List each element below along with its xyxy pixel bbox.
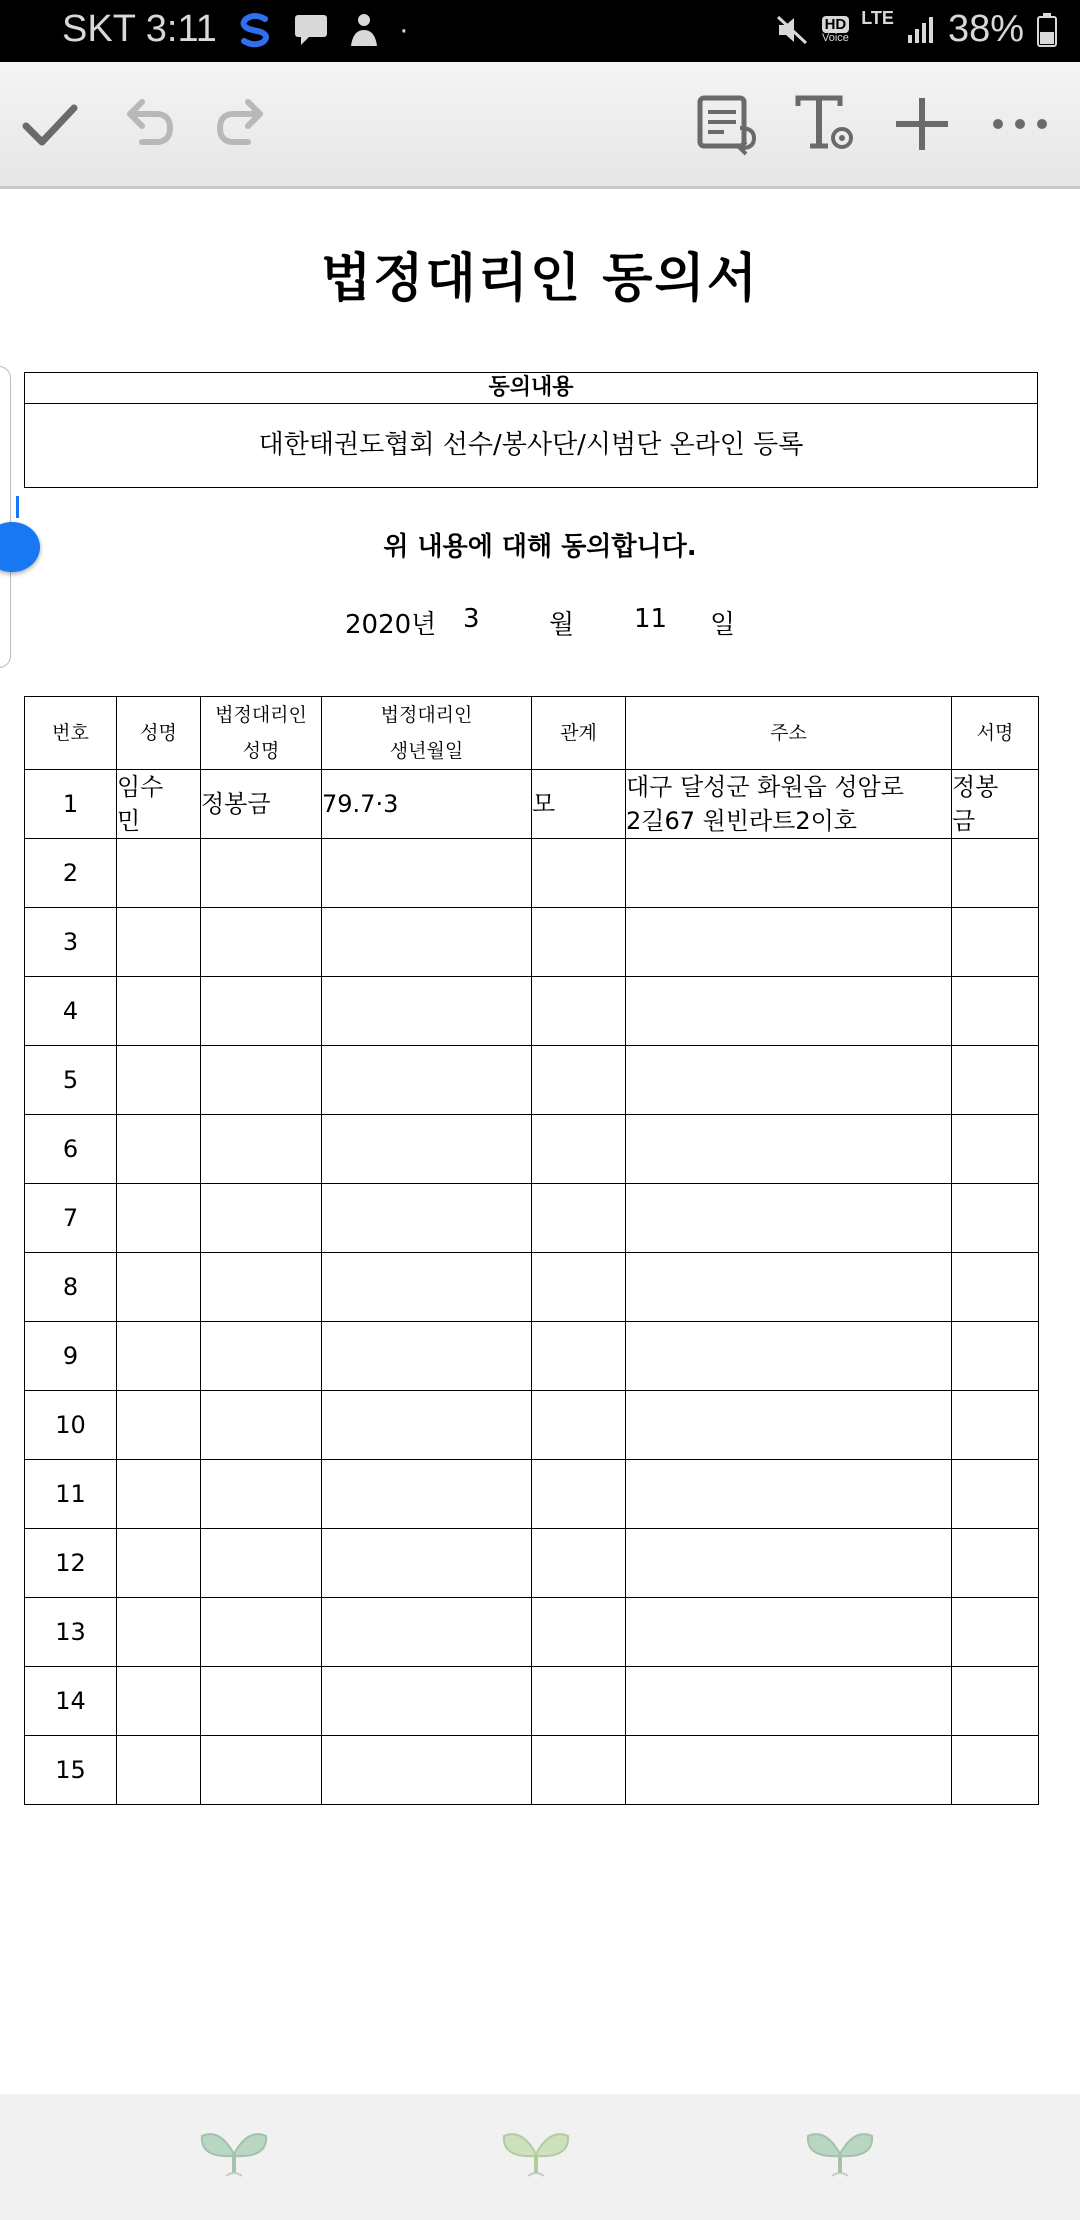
consent-text: 대한태권도협회 선수/봉사단/시범단 온라인 등록	[258, 430, 804, 460]
cell-guardian[interactable]	[201, 1598, 322, 1667]
cell-name[interactable]	[117, 1736, 201, 1805]
date-day: 11	[634, 604, 668, 634]
table-row	[25, 1736, 1039, 1805]
cell-name[interactable]	[117, 1598, 201, 1667]
cell-relation[interactable]	[532, 1046, 626, 1115]
header-name: 성명	[117, 697, 201, 770]
cell-no[interactable]: 5	[25, 1046, 117, 1115]
header-address: 주소	[626, 697, 952, 770]
cell-name[interactable]: 임수 민	[117, 770, 201, 839]
table-row	[25, 1184, 1039, 1253]
redo-icon[interactable]	[210, 92, 274, 156]
date-month: 3	[463, 604, 480, 634]
cell-address[interactable]	[626, 977, 952, 1046]
consent-heading: 동의내용	[25, 373, 1037, 404]
cell-signature[interactable]	[952, 1391, 1039, 1460]
cell-signature[interactable]	[952, 1667, 1039, 1736]
cell-birth[interactable]	[322, 839, 532, 908]
cell-guardian[interactable]	[201, 1046, 322, 1115]
cell-name[interactable]	[117, 1184, 201, 1253]
cell-guardian[interactable]	[201, 1253, 322, 1322]
cursor-tick	[16, 496, 19, 518]
cell-relation[interactable]	[532, 1391, 626, 1460]
cell-address[interactable]	[626, 1667, 952, 1736]
cell-signature[interactable]	[952, 1046, 1039, 1115]
carrier-time: SKT 3:11	[62, 8, 217, 50]
cell-name[interactable]	[117, 977, 201, 1046]
cell-no[interactable]: 4	[25, 977, 117, 1046]
cell-address[interactable]	[626, 1460, 952, 1529]
cell-name[interactable]	[117, 908, 201, 977]
cell-guardian[interactable]	[201, 1667, 322, 1736]
cell-name[interactable]	[117, 1115, 201, 1184]
table-row	[25, 908, 1039, 977]
side-panel-handle[interactable]	[0, 366, 11, 668]
table-row	[25, 770, 1039, 839]
editor-toolbar	[0, 62, 1080, 189]
cell-name[interactable]	[117, 839, 201, 908]
battery-percent: 38%	[947, 8, 1024, 50]
text-format-icon[interactable]	[792, 92, 858, 156]
cell-guardian[interactable]	[201, 1322, 322, 1391]
header-no: 번호	[25, 697, 117, 770]
cell-name[interactable]	[117, 1667, 201, 1736]
cell-no[interactable]: 6	[25, 1115, 117, 1184]
agreement-text: 위 내용에 대해 동의합니다.	[383, 532, 697, 562]
header-signature: 서명	[952, 697, 1039, 770]
cell-relation[interactable]	[532, 1667, 626, 1736]
cell-guardian[interactable]	[201, 908, 322, 977]
document-title: 법정대리인 동의서	[321, 249, 759, 309]
cell-birth[interactable]: 79.7·3	[322, 770, 532, 839]
cell-address[interactable]	[626, 1115, 952, 1184]
cell-birth[interactable]	[322, 1115, 532, 1184]
header-guardian-birth: 법정대리인 생년월일	[322, 697, 532, 770]
cell-birth[interactable]	[322, 1253, 532, 1322]
table-row	[25, 1115, 1039, 1184]
cell-address[interactable]: 대구 달성군 화원읍 성암로 2길67 원빈라트2이호	[626, 770, 952, 839]
table-row	[25, 1322, 1039, 1391]
cell-signature[interactable]	[952, 1460, 1039, 1529]
cell-relation[interactable]	[532, 1529, 626, 1598]
cell-signature[interactable]	[952, 1529, 1039, 1598]
cell-guardian[interactable]	[201, 1184, 322, 1253]
table-row	[25, 1529, 1039, 1598]
cell-birth[interactable]	[322, 1391, 532, 1460]
cell-relation[interactable]	[532, 839, 626, 908]
date-month-unit: 월	[549, 610, 575, 640]
date-year: 2020년	[345, 610, 437, 640]
cell-no[interactable]: 7	[25, 1184, 117, 1253]
cell-guardian[interactable]: 정봉금	[201, 770, 322, 839]
cell-relation[interactable]	[532, 1253, 626, 1322]
cell-no[interactable]: 14	[25, 1667, 117, 1736]
cell-address[interactable]	[626, 1253, 952, 1322]
cell-no[interactable]: 10	[25, 1391, 117, 1460]
cell-signature[interactable]	[952, 839, 1039, 908]
add-icon[interactable]	[890, 92, 954, 156]
cell-no[interactable]: 9	[25, 1322, 117, 1391]
cell-relation[interactable]	[532, 1322, 626, 1391]
cell-birth[interactable]	[322, 1598, 532, 1667]
cell-address[interactable]	[626, 839, 952, 908]
cell-signature[interactable]	[952, 1736, 1039, 1805]
cell-guardian[interactable]	[201, 1391, 322, 1460]
cell-relation[interactable]	[532, 1184, 626, 1253]
reflow-view-icon[interactable]	[694, 92, 760, 156]
s-app-icon	[235, 10, 275, 50]
hd-voice-badge: HD Voice	[821, 15, 849, 44]
cell-signature[interactable]	[952, 1322, 1039, 1391]
cell-signature[interactable]	[952, 908, 1039, 977]
cell-relation[interactable]	[532, 1736, 626, 1805]
cell-no[interactable]: 12	[25, 1529, 117, 1598]
cell-name[interactable]	[117, 1529, 201, 1598]
table-row	[25, 1391, 1039, 1460]
cell-address[interactable]	[626, 1529, 952, 1598]
cell-address[interactable]	[626, 1046, 952, 1115]
header-guardian-name: 법정대리인 성명	[201, 697, 322, 770]
undo-icon[interactable]	[116, 92, 180, 156]
cell-name[interactable]	[117, 1460, 201, 1529]
cell-guardian[interactable]	[201, 1736, 322, 1805]
cell-relation[interactable]	[532, 1460, 626, 1529]
cell-address[interactable]	[626, 1736, 952, 1805]
cell-no[interactable]: 1	[25, 770, 117, 839]
cell-guardian[interactable]	[201, 839, 322, 908]
check-icon[interactable]	[18, 92, 82, 156]
table-header-row	[25, 697, 1039, 770]
sprout-icon[interactable]	[498, 2124, 574, 2184]
lte-label: LTE	[861, 8, 894, 28]
cell-no[interactable]: 8	[25, 1253, 117, 1322]
cell-relation[interactable]	[532, 977, 626, 1046]
cell-no[interactable]: 11	[25, 1460, 117, 1529]
table-row	[25, 1667, 1039, 1736]
cell-signature[interactable]	[952, 977, 1039, 1046]
table-row	[25, 1253, 1039, 1322]
cell-birth[interactable]	[322, 908, 532, 977]
table-row	[25, 1046, 1039, 1115]
cell-name[interactable]	[117, 1322, 201, 1391]
cell-address[interactable]	[626, 1322, 952, 1391]
message-icon	[293, 13, 329, 47]
cell-birth[interactable]	[322, 1736, 532, 1805]
cell-signature[interactable]	[952, 1253, 1039, 1322]
cell-name[interactable]	[117, 1391, 201, 1460]
table-row	[25, 839, 1039, 908]
cell-address[interactable]	[626, 908, 952, 977]
cell-birth[interactable]	[322, 1322, 532, 1391]
cell-relation[interactable]: 모	[532, 770, 626, 839]
cell-signature[interactable]	[952, 1115, 1039, 1184]
cell-birth[interactable]	[322, 977, 532, 1046]
person-icon	[347, 12, 381, 48]
cell-signature[interactable]: 정봉 금	[952, 770, 1039, 839]
sprout-icon[interactable]	[196, 2124, 272, 2184]
table-row	[25, 1460, 1039, 1529]
cell-no[interactable]: 2	[25, 839, 117, 908]
cell-relation[interactable]	[532, 908, 626, 977]
cell-signature[interactable]	[952, 1184, 1039, 1253]
cell-birth[interactable]	[322, 1667, 532, 1736]
cell-no[interactable]: 3	[25, 908, 117, 977]
cell-signature[interactable]	[952, 1598, 1039, 1667]
cell-birth[interactable]	[322, 1529, 532, 1598]
cell-relation[interactable]	[532, 1598, 626, 1667]
cell-relation[interactable]	[532, 1115, 626, 1184]
header-relation: 관계	[532, 697, 626, 770]
cell-address[interactable]	[626, 1184, 952, 1253]
guardian-table	[24, 696, 1039, 1805]
table-row	[25, 1598, 1039, 1667]
cell-birth[interactable]	[322, 1046, 532, 1115]
cell-address[interactable]	[626, 1391, 952, 1460]
status-bar	[0, 0, 1080, 62]
cell-name[interactable]	[117, 1253, 201, 1322]
more-icon[interactable]	[988, 92, 1052, 156]
cell-name[interactable]	[117, 1046, 201, 1115]
cell-guardian[interactable]	[201, 1115, 322, 1184]
cell-guardian[interactable]	[201, 1460, 322, 1529]
cell-guardian[interactable]	[201, 977, 322, 1046]
consent-box	[24, 372, 1038, 488]
cell-address[interactable]	[626, 1598, 952, 1667]
sprout-icon[interactable]	[802, 2124, 878, 2184]
cell-birth[interactable]	[322, 1184, 532, 1253]
date-day-unit: 일	[710, 610, 736, 640]
notification-dot: ·	[398, 12, 409, 46]
cell-birth[interactable]	[322, 1460, 532, 1529]
bottom-nav-bar	[0, 2094, 1080, 2220]
table-row	[25, 977, 1039, 1046]
mute-icon	[776, 13, 810, 47]
cell-no[interactable]: 15	[25, 1736, 117, 1805]
battery-icon	[1036, 12, 1058, 48]
cell-no[interactable]: 13	[25, 1598, 117, 1667]
signal-icon	[906, 15, 936, 45]
cell-guardian[interactable]	[201, 1529, 322, 1598]
